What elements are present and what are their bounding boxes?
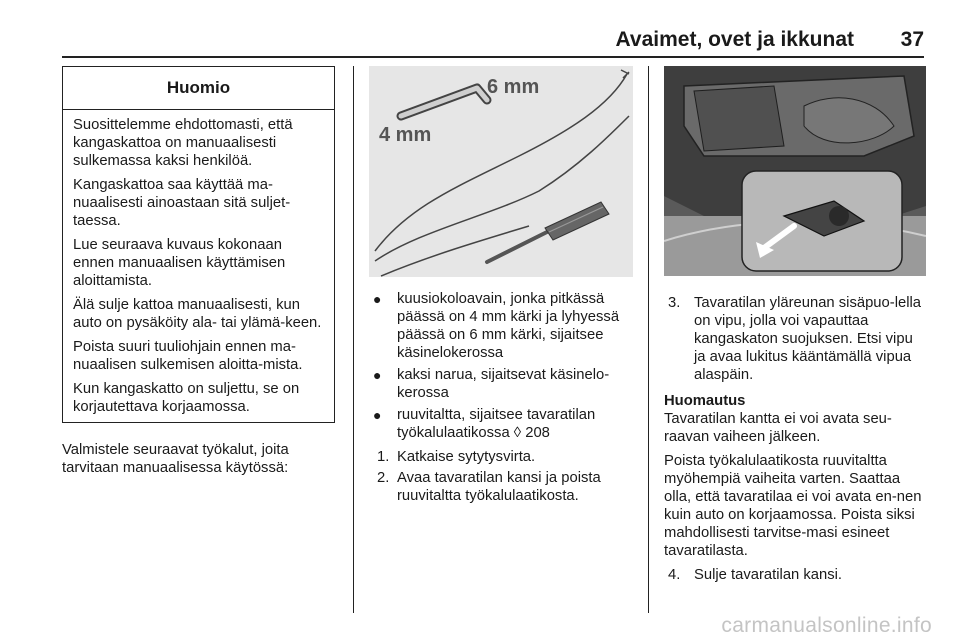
caution-body xyxy=(63,110,334,422)
list-item xyxy=(369,290,633,362)
step-text: Sulje tavaratilan kansi. xyxy=(694,567,843,583)
steps-list xyxy=(369,448,633,505)
trunk-illustration xyxy=(664,66,926,276)
list-item-text: kaksi narua, sijaitsevat käsinelo-kerossa xyxy=(397,367,610,401)
steps-list xyxy=(664,566,926,584)
column-left xyxy=(62,66,338,477)
caution-paragraph: Lue seuraava kuvaus kokonaan ennen manuaalisen käyttämisen aloittamista. xyxy=(73,237,286,289)
step-number: 1. xyxy=(377,449,390,465)
step-text: Katkaise sytytysvirta. xyxy=(397,449,536,465)
label-6mm: 6 mm xyxy=(487,76,540,98)
page-number: 37 xyxy=(900,28,924,51)
step-item xyxy=(369,469,633,505)
column-divider xyxy=(353,66,354,613)
steps-list xyxy=(664,294,926,384)
list-item xyxy=(369,406,633,442)
bullet-icon: ● xyxy=(373,291,382,307)
step-item xyxy=(369,448,633,466)
page-title: Avaimet, ovet ja ikkunat xyxy=(615,28,854,51)
step-text: Tavaratilan yläreunan sisäpuo-lella on vipu, jolla voi vapauttaa kangaskaton suojuksen. Etsi vipu ja avaa lukitus kääntämällä vipua alaspäin. xyxy=(694,295,922,383)
list-item xyxy=(369,366,633,402)
bullet-icon: ● xyxy=(373,407,382,423)
step-item xyxy=(664,294,926,384)
caution-box xyxy=(62,66,335,423)
step-item xyxy=(664,566,926,584)
tools-list xyxy=(369,290,633,442)
caution-paragraph: Kun kangaskatto on suljettu, se on korjautettava korjaamossa. xyxy=(73,381,300,415)
caution-paragraph: Suosittelemme ehdottomasti, että kangaskattoa on manuaalisesti sulkemassa kaksi henkilöä. xyxy=(73,117,293,169)
trunk-drawing xyxy=(664,66,926,276)
intro-text: Valmistele seuraavat työkalut, joita tarvitaan manuaalisessa käytössä: xyxy=(62,442,289,476)
caution-title: Huomio xyxy=(63,67,334,110)
list-item-text: kuusiokoloavain, jonka pitkässä päässä on 4 mm kärki ja lyhyessä päässä on 6 mm kärki, sijaitsee käsinelokerossa xyxy=(397,291,620,361)
column-middle xyxy=(369,66,633,508)
note-paragraph: Tavaratilan kantta ei voi avata seu-raavan vaiheen jälkeen. xyxy=(664,411,892,445)
tools-illustration xyxy=(369,66,633,277)
header-rule xyxy=(62,56,924,58)
label-4mm: 4 mm xyxy=(379,124,432,146)
watermark: carmanualsonline.info xyxy=(721,614,932,637)
note-label: Huomautus xyxy=(664,393,746,409)
step-number: 4. xyxy=(668,567,681,583)
list-item-text: ruuvitaltta, sijaitsee tavaratilan työkalulaatikossa ◊ 208 xyxy=(397,407,596,441)
step-text: Avaa tavaratilan kansi ja poista ruuvitaltta työkalulaatikosta. xyxy=(397,470,601,504)
column-right xyxy=(664,66,926,587)
caution-paragraph: Poista suuri tuuliohjain ennen ma-nuaalisen sulkemisen aloitta-mista. xyxy=(73,339,303,373)
page-header xyxy=(62,26,924,54)
caution-paragraph: Kangaskattoa saa käyttää ma-nuaalisesti ainoastaan sitä suljet-taessa. xyxy=(73,177,291,229)
note-paragraph: Poista työkalulaatikosta ruuvitaltta myöhempiä vaiheita varten. Saattaa olla, että tavaratilaa ei voi avata en-nen kuin auto on korjaamossa. Poista siksi mahdollisesti tarvitse-masi esineet tavaratilasta. xyxy=(664,453,922,559)
bullet-icon: ● xyxy=(373,367,382,383)
step-number: 3. xyxy=(668,295,681,311)
caution-paragraph: Älä sulje kattoa manuaalisesti, kun auto on pysäköity ala- tai ylämä-keen. xyxy=(73,297,322,331)
column-divider xyxy=(648,66,649,613)
step-number: 2. xyxy=(377,470,390,486)
